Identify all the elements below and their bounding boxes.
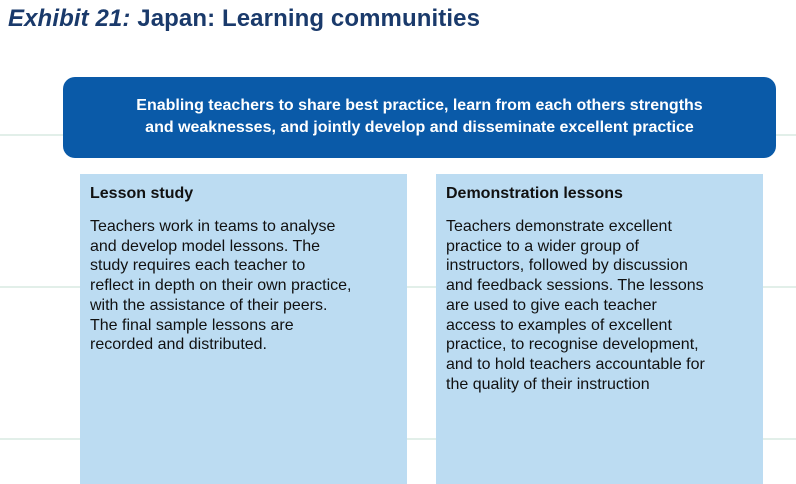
exhibit-number: Exhibit 21: [8, 5, 131, 32]
description-line: with the assistance of their peers. [90, 296, 328, 314]
description-line: The final sample lessons are [90, 316, 294, 334]
banner-line: and weaknesses, and jointly develop and disseminate excellent practice [145, 119, 694, 136]
lesson-study-box [80, 174, 407, 484]
demonstration-lessons-description [446, 217, 755, 394]
exhibit-title [8, 5, 480, 33]
description-line: study requires each teacher to [90, 257, 306, 275]
description-line: the quality of their instruction [446, 375, 650, 393]
description-line: access to examples of excellent [446, 316, 672, 334]
description-line: recorded and distributed. [90, 336, 267, 354]
description-line: practice to a wider group of [446, 237, 639, 255]
banner-line: Enabling teachers to share best practice, learn from each others strengths [136, 97, 703, 114]
description-line: practice, to recognise development, [446, 336, 699, 354]
description-line: and develop model lessons. The [90, 237, 321, 255]
demonstration-lessons-heading: Demonstration lessons [446, 185, 623, 202]
lesson-study-heading: Lesson study [90, 185, 194, 202]
lesson-study-description [90, 217, 399, 355]
description-line: Teachers demonstrate excellent [446, 218, 672, 235]
description-line: instructors, followed by discussion [446, 257, 688, 275]
description-line: are used to give each teacher [446, 296, 657, 314]
description-line: and feedback sessions. The lessons [446, 277, 704, 295]
description-line: Teachers work in teams to analyse [90, 218, 336, 235]
exhibit-title-text: Japan: Learning communities [137, 5, 481, 32]
description-line: reflect in depth on their own practice, [90, 277, 352, 295]
demonstration-lessons-box [436, 174, 763, 484]
goal-banner [63, 77, 776, 158]
description-line: and to hold teachers accountable for [446, 355, 705, 373]
